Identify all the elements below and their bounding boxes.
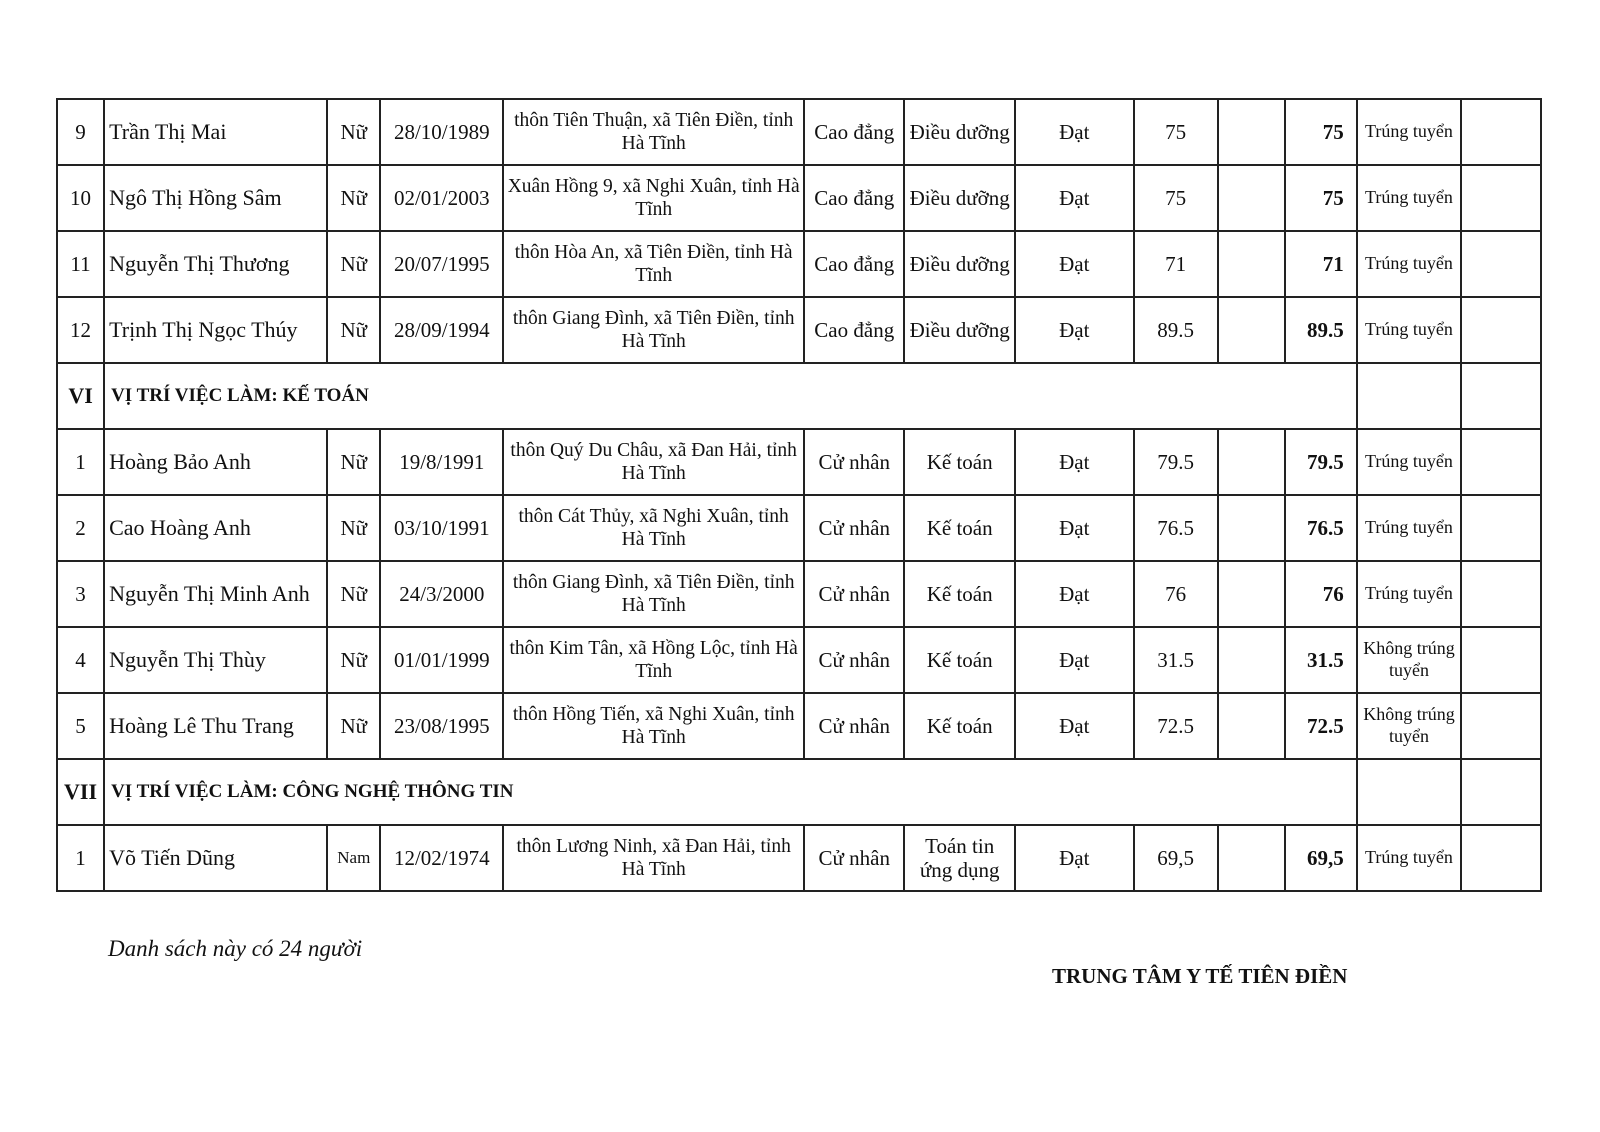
degree-cell: Cử nhân bbox=[804, 495, 904, 561]
section-number: VI bbox=[57, 363, 104, 429]
stt-cell: 2 bbox=[57, 495, 104, 561]
result-cell: Trúng tuyển bbox=[1357, 825, 1461, 891]
score-cell: 31.5 bbox=[1134, 627, 1218, 693]
name-cell: Võ Tiến Dũng bbox=[104, 825, 327, 891]
list-count-note: Danh sách này có 24 người bbox=[108, 936, 363, 961]
major-cell: Điều dưỡng bbox=[904, 231, 1015, 297]
note-cell bbox=[1461, 231, 1541, 297]
result-cell: Không trúng tuyển bbox=[1357, 627, 1461, 693]
name-cell: Cao Hoàng Anh bbox=[104, 495, 327, 561]
total-score-cell: 71 bbox=[1285, 231, 1357, 297]
score-cell: 75 bbox=[1134, 99, 1218, 165]
table-row bbox=[57, 231, 1541, 297]
address-cell: thôn Cát Thủy, xã Nghi Xuân, tỉnh Hà Tĩnh bbox=[503, 495, 804, 561]
result-cell: Trúng tuyển bbox=[1357, 429, 1461, 495]
name-cell: Ngô Thị Hồng Sâm bbox=[104, 165, 327, 231]
result-cell: Trúng tuyển bbox=[1357, 561, 1461, 627]
total-score-cell: 76.5 bbox=[1285, 495, 1357, 561]
dob-cell: 19/8/1991 bbox=[380, 429, 503, 495]
bonus-cell bbox=[1218, 825, 1286, 891]
gender-cell: Nữ bbox=[327, 429, 380, 495]
degree-cell: Cử nhân bbox=[804, 693, 904, 759]
bonus-cell bbox=[1218, 231, 1286, 297]
bonus-cell bbox=[1218, 297, 1286, 363]
name-cell: Hoàng Bảo Anh bbox=[104, 429, 327, 495]
major-cell: Kế toán bbox=[904, 627, 1015, 693]
condition-cell: Đạt bbox=[1015, 165, 1134, 231]
result-cell bbox=[1357, 759, 1461, 825]
stt-cell: 1 bbox=[57, 825, 104, 891]
total-score-cell: 69,5 bbox=[1285, 825, 1357, 891]
dob-cell: 03/10/1991 bbox=[380, 495, 503, 561]
table-row bbox=[57, 165, 1541, 231]
address-cell: thôn Quý Du Châu, xã Đan Hải, tỉnh Hà Tĩnh bbox=[503, 429, 804, 495]
dob-cell: 28/10/1989 bbox=[380, 99, 503, 165]
condition-cell: Đạt bbox=[1015, 693, 1134, 759]
section-header-row bbox=[57, 363, 1541, 429]
table-row bbox=[57, 693, 1541, 759]
major-cell: Kế toán bbox=[904, 693, 1015, 759]
result-cell: Trúng tuyển bbox=[1357, 495, 1461, 561]
result-cell: Trúng tuyển bbox=[1357, 231, 1461, 297]
bonus-cell bbox=[1218, 99, 1286, 165]
stt-cell: 1 bbox=[57, 429, 104, 495]
note-cell bbox=[1461, 297, 1541, 363]
total-score-cell: 75 bbox=[1285, 99, 1357, 165]
score-cell: 76.5 bbox=[1134, 495, 1218, 561]
address-cell: Xuân Hồng 9, xã Nghi Xuân, tỉnh Hà Tĩnh bbox=[503, 165, 804, 231]
table-row bbox=[57, 627, 1541, 693]
table-row bbox=[57, 429, 1541, 495]
score-cell: 79.5 bbox=[1134, 429, 1218, 495]
name-cell: Hoàng Lê Thu Trang bbox=[104, 693, 327, 759]
stt-cell: 9 bbox=[57, 99, 104, 165]
condition-cell: Đạt bbox=[1015, 429, 1134, 495]
note-cell bbox=[1461, 99, 1541, 165]
major-cell: Kế toán bbox=[904, 561, 1015, 627]
dob-cell: 02/01/2003 bbox=[380, 165, 503, 231]
total-score-cell: 76 bbox=[1285, 561, 1357, 627]
degree-cell: Cử nhân bbox=[804, 429, 904, 495]
result-cell: Trúng tuyển bbox=[1357, 165, 1461, 231]
candidate-table bbox=[56, 98, 1542, 892]
address-cell: thôn Tiên Thuận, xã Tiên Điền, tỉnh Hà Tĩnh bbox=[503, 99, 804, 165]
stt-cell: 11 bbox=[57, 231, 104, 297]
name-cell: Trần Thị Mai bbox=[104, 99, 327, 165]
dob-cell: 24/3/2000 bbox=[380, 561, 503, 627]
table-row bbox=[57, 297, 1541, 363]
gender-cell: Nam bbox=[327, 825, 380, 891]
section-title: VỊ TRÍ VIỆC LÀM: KẾ TOÁN bbox=[104, 363, 1357, 429]
condition-cell: Đạt bbox=[1015, 627, 1134, 693]
gender-cell: Nữ bbox=[327, 561, 380, 627]
bonus-cell bbox=[1218, 561, 1286, 627]
result-cell bbox=[1357, 363, 1461, 429]
note-cell bbox=[1461, 495, 1541, 561]
address-cell: thôn Hòa An, xã Tiên Điền, tỉnh Hà Tĩnh bbox=[503, 231, 804, 297]
result-cell: Không trúng tuyển bbox=[1357, 693, 1461, 759]
major-cell: Điều dưỡng bbox=[904, 165, 1015, 231]
total-score-cell: 79.5 bbox=[1285, 429, 1357, 495]
score-cell: 89.5 bbox=[1134, 297, 1218, 363]
result-cell: Trúng tuyển bbox=[1357, 99, 1461, 165]
degree-cell: Cao đẳng bbox=[804, 99, 904, 165]
gender-cell: Nữ bbox=[327, 297, 380, 363]
degree-cell: Cao đẳng bbox=[804, 297, 904, 363]
score-cell: 76 bbox=[1134, 561, 1218, 627]
bonus-cell bbox=[1218, 693, 1286, 759]
stt-cell: 12 bbox=[57, 297, 104, 363]
gender-cell: Nữ bbox=[327, 231, 380, 297]
bonus-cell bbox=[1218, 627, 1286, 693]
dob-cell: 23/08/1995 bbox=[380, 693, 503, 759]
gender-cell: Nữ bbox=[327, 627, 380, 693]
bonus-cell bbox=[1218, 429, 1286, 495]
gender-cell: Nữ bbox=[327, 693, 380, 759]
name-cell: Trịnh Thị Ngọc Thúy bbox=[104, 297, 327, 363]
major-cell: Điều dưỡng bbox=[904, 297, 1015, 363]
condition-cell: Đạt bbox=[1015, 825, 1134, 891]
address-cell: thôn Hồng Tiến, xã Nghi Xuân, tỉnh Hà Tĩnh bbox=[503, 693, 804, 759]
total-score-cell: 31.5 bbox=[1285, 627, 1357, 693]
score-cell: 69,5 bbox=[1134, 825, 1218, 891]
degree-cell: Cử nhân bbox=[804, 561, 904, 627]
degree-cell: Cử nhân bbox=[804, 627, 904, 693]
name-cell: Nguyễn Thị Thương bbox=[104, 231, 327, 297]
stt-cell: 4 bbox=[57, 627, 104, 693]
section-header-row bbox=[57, 759, 1541, 825]
note-cell bbox=[1461, 429, 1541, 495]
note-cell bbox=[1461, 627, 1541, 693]
table-body bbox=[57, 99, 1541, 891]
dob-cell: 20/07/1995 bbox=[380, 231, 503, 297]
degree-cell: Cử nhân bbox=[804, 825, 904, 891]
gender-cell: Nữ bbox=[327, 165, 380, 231]
address-cell: thôn Kim Tân, xã Hồng Lộc, tỉnh Hà Tĩnh bbox=[503, 627, 804, 693]
gender-cell: Nữ bbox=[327, 99, 380, 165]
address-cell: thôn Lương Ninh, xã Đan Hải, tỉnh Hà Tĩnh bbox=[503, 825, 804, 891]
note-cell bbox=[1461, 363, 1541, 429]
note-cell bbox=[1461, 165, 1541, 231]
stt-cell: 5 bbox=[57, 693, 104, 759]
gender-cell: Nữ bbox=[327, 495, 380, 561]
condition-cell: Đạt bbox=[1015, 231, 1134, 297]
score-cell: 72.5 bbox=[1134, 693, 1218, 759]
dob-cell: 01/01/1999 bbox=[380, 627, 503, 693]
address-cell: thôn Giang Đình, xã Tiên Điền, tỉnh Hà Tĩnh bbox=[503, 561, 804, 627]
condition-cell: Đạt bbox=[1015, 99, 1134, 165]
table-row bbox=[57, 561, 1541, 627]
condition-cell: Đạt bbox=[1015, 297, 1134, 363]
major-cell: Toán tin ứng dụng bbox=[904, 825, 1015, 891]
section-number: VII bbox=[57, 759, 104, 825]
degree-cell: Cao đẳng bbox=[804, 231, 904, 297]
bonus-cell bbox=[1218, 495, 1286, 561]
table-row bbox=[57, 495, 1541, 561]
condition-cell: Đạt bbox=[1015, 561, 1134, 627]
note-cell bbox=[1461, 759, 1541, 825]
address-cell: thôn Giang Đình, xã Tiên Điền, tỉnh Hà Tĩnh bbox=[503, 297, 804, 363]
dob-cell: 12/02/1974 bbox=[380, 825, 503, 891]
major-cell: Kế toán bbox=[904, 495, 1015, 561]
score-cell: 75 bbox=[1134, 165, 1218, 231]
major-cell: Kế toán bbox=[904, 429, 1015, 495]
stt-cell: 10 bbox=[57, 165, 104, 231]
note-cell bbox=[1461, 693, 1541, 759]
table-row bbox=[57, 99, 1541, 165]
total-score-cell: 89.5 bbox=[1285, 297, 1357, 363]
organization-signature: TRUNG TÂM Y TẾ TIÊN ĐIỀN bbox=[1052, 964, 1348, 988]
name-cell: Nguyễn Thị Minh Anh bbox=[104, 561, 327, 627]
degree-cell: Cao đẳng bbox=[804, 165, 904, 231]
stt-cell: 3 bbox=[57, 561, 104, 627]
table-row bbox=[57, 825, 1541, 891]
dob-cell: 28/09/1994 bbox=[380, 297, 503, 363]
score-cell: 71 bbox=[1134, 231, 1218, 297]
note-cell bbox=[1461, 561, 1541, 627]
major-cell: Điều dưỡng bbox=[904, 99, 1015, 165]
bonus-cell bbox=[1218, 165, 1286, 231]
section-title: VỊ TRÍ VIỆC LÀM: CÔNG NGHỆ THÔNG TIN bbox=[104, 759, 1357, 825]
total-score-cell: 75 bbox=[1285, 165, 1357, 231]
name-cell: Nguyễn Thị Thùy bbox=[104, 627, 327, 693]
result-cell: Trúng tuyển bbox=[1357, 297, 1461, 363]
total-score-cell: 72.5 bbox=[1285, 693, 1357, 759]
note-cell bbox=[1461, 825, 1541, 891]
condition-cell: Đạt bbox=[1015, 495, 1134, 561]
